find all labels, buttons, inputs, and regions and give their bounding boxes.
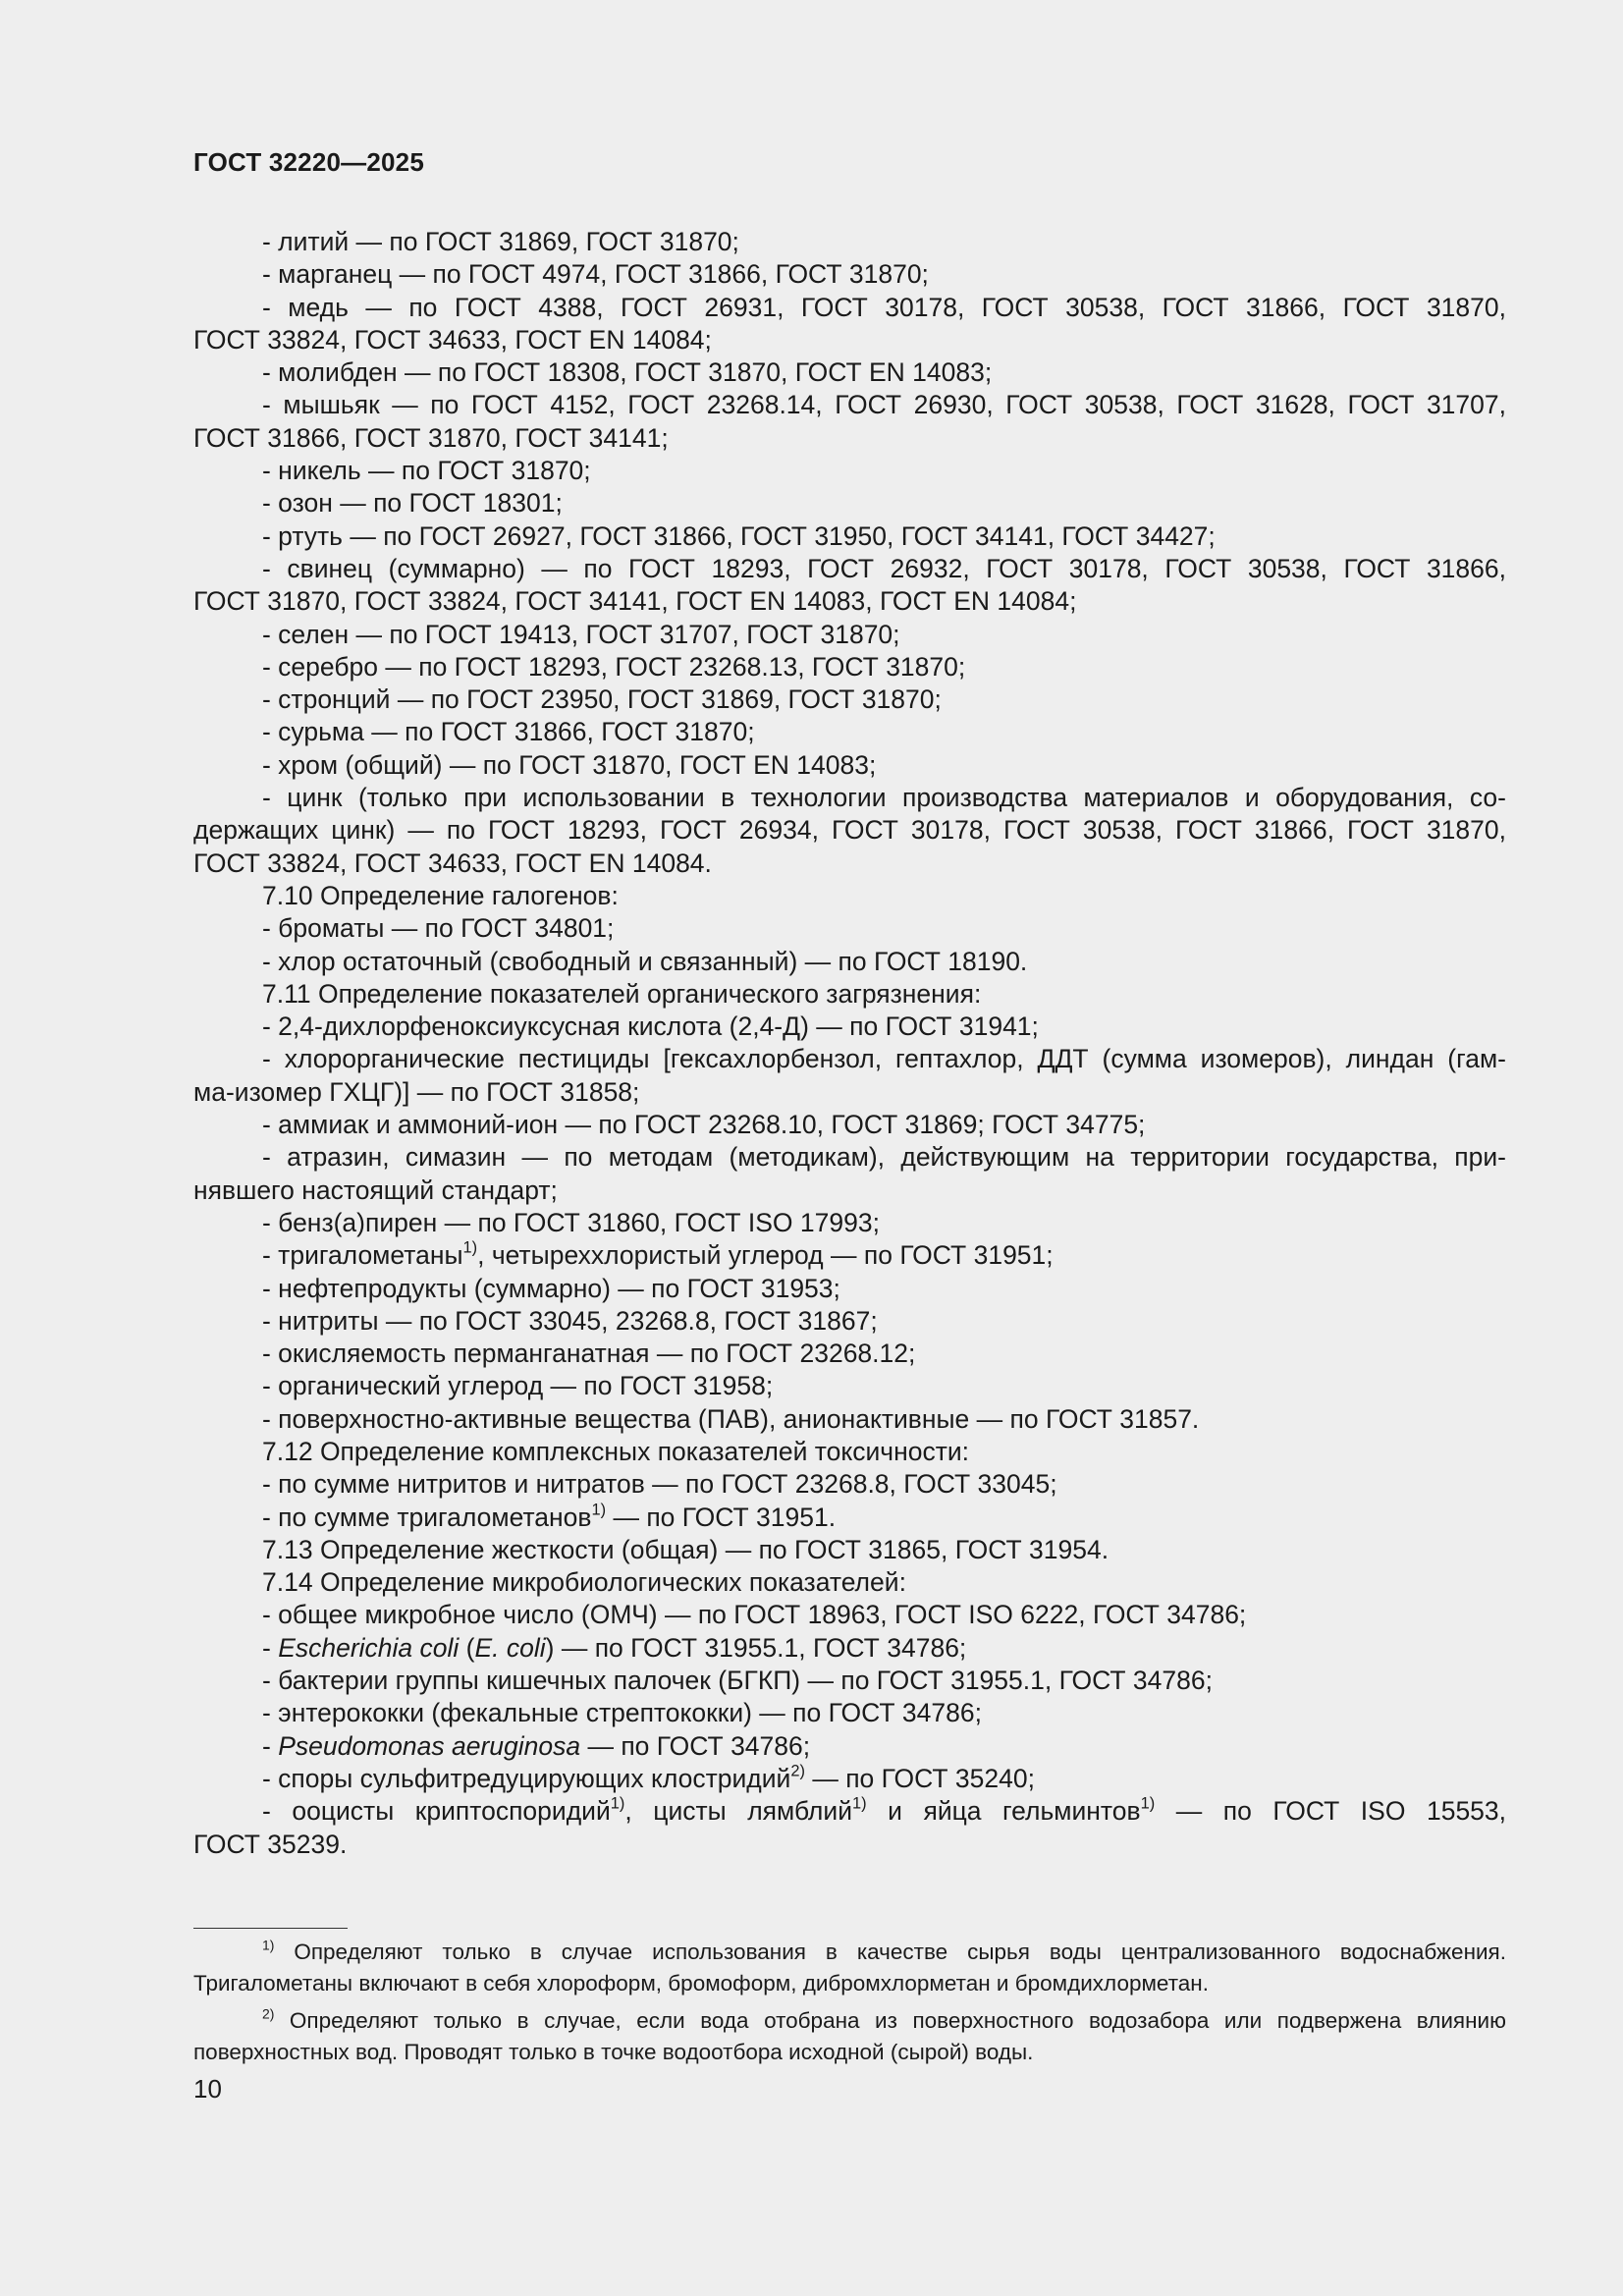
line-text: - серебро — по ГОСТ 18293, ГОСТ 23268.13, ГОСТ 31870; — [262, 651, 966, 682]
text-line — [193, 782, 1506, 814]
footnote-line — [193, 2005, 1506, 2037]
text-line — [193, 1829, 1506, 1861]
line-text: 7.13 Определение жесткости (общая) — по ГОСТ 31865, ГОСТ 31954. — [262, 1534, 1109, 1564]
line-text: — по ГОСТ 35240; — [804, 1763, 1035, 1793]
line-text: - общее микробное число (ОМЧ) — по ГОСТ 18963, ГОСТ ISO 6222, ГОСТ 34786; — [262, 1600, 1247, 1630]
text-line — [193, 1141, 1506, 1174]
line-text: нявшего настоящий стандарт; — [193, 1175, 558, 1205]
document-header: ГОСТ 32220—2025 — [193, 147, 424, 177]
text-line — [193, 1566, 1506, 1599]
text-line — [193, 1305, 1506, 1338]
text-line — [193, 1109, 1506, 1141]
line-text: - — [262, 1632, 279, 1663]
text-line — [193, 1175, 1506, 1207]
text-line — [193, 880, 1506, 912]
line-text: - бенз(а)пирен — по ГОСТ 31860, ГОСТ ISO 17993; — [262, 1207, 880, 1237]
text-line — [193, 978, 1506, 1011]
footnote-line — [193, 2037, 1506, 2068]
line-text: - атразин, симазин — по методам (методикам), действующим на территории государства, при- — [262, 1142, 1506, 1173]
italic-term: Escherichia coli — [278, 1632, 460, 1663]
text-line — [193, 1338, 1506, 1370]
line-text: - по сумме нитритов и нитратов — по ГОСТ 23268.8, ГОСТ 33045; — [262, 1469, 1057, 1500]
text-line — [193, 1011, 1506, 1043]
line-text: — по ГОСТ ISO 15553, — [1155, 1796, 1507, 1827]
text-line — [193, 1502, 1506, 1534]
text-line — [193, 1665, 1506, 1697]
line-text: - нефтепродукты (суммарно) — по ГОСТ 31953; — [262, 1273, 840, 1303]
text-line — [193, 1273, 1506, 1305]
text-line — [193, 1697, 1506, 1729]
footnote-line — [193, 1937, 1506, 1968]
text-line — [193, 1730, 1506, 1763]
footnote-text: Тригалометаны включают в себя хлороформ, бромоформ, дибромхлорметан и бромдихлорметан. — [193, 1971, 1209, 1995]
italic-term: Pseudomonas aeruginosa — [278, 1730, 581, 1761]
footnote-marker: 1) — [262, 1937, 275, 1953]
text-line — [193, 814, 1506, 847]
text-line — [193, 1207, 1506, 1239]
text-line — [193, 455, 1506, 487]
line-text: - поверхностно-активные вещества (ПАВ), анионактивные — по ГОСТ 31857. — [262, 1403, 1200, 1434]
line-text: - стронций — по ГОСТ 23950, ГОСТ 31869, ГОСТ 31870; — [262, 684, 942, 715]
line-text: ГОСТ 35239. — [193, 1829, 348, 1859]
text-line — [193, 1632, 1506, 1665]
text-line — [193, 946, 1506, 978]
text-line — [193, 292, 1506, 324]
line-text: ма-изомер ГХЦГ)] — по ГОСТ 31858; — [193, 1076, 640, 1107]
footnote-marker: 2) — [262, 2005, 275, 2022]
text-line — [193, 683, 1506, 716]
footnote-separator — [193, 1928, 348, 1929]
footnote-text: Определяют только в случае, если вода отобрана из поверхностного водозабора или подвержена влиянию — [274, 2008, 1506, 2033]
line-text: ГОСТ 31870, ГОСТ 33824, ГОСТ 34141, ГОСТ EN 14083, ГОСТ EN 14084; — [193, 586, 1077, 617]
line-text: , четыреххлористый углерод — по ГОСТ 31951; — [477, 1240, 1054, 1271]
line-text: - окисляемость перманганатная — по ГОСТ 23268.12; — [262, 1339, 916, 1369]
line-text: - хлор остаточный (свободный и связанный) — по ГОСТ 18190. — [262, 946, 1028, 976]
text-line — [193, 520, 1506, 553]
line-text: - ооцисты криптоспоридий — [262, 1796, 611, 1827]
line-text: - молибден — по ГОСТ 18308, ГОСТ 31870, ГОСТ EN 14083; — [262, 357, 993, 388]
text-line — [193, 619, 1506, 651]
footnotes — [193, 1937, 1506, 2068]
text-line — [193, 1370, 1506, 1402]
footnote-ref: 1) — [852, 1794, 867, 1813]
line-text: 7.11 Определение показателей органического загрязнения: — [262, 978, 982, 1009]
footnote-line — [193, 1968, 1506, 1999]
line-text: 7.10 Определение галогенов: — [262, 880, 619, 910]
line-text: ( — [459, 1632, 475, 1663]
line-text: - марганец — по ГОСТ 4974, ГОСТ 31866, ГОСТ 31870; — [262, 259, 929, 290]
text-line — [193, 1763, 1506, 1795]
line-text: держащих цинк) — по ГОСТ 18293, ГОСТ 26934, ГОСТ 30178, ГОСТ 30538, ГОСТ 31866, ГОСТ 31870, — [193, 815, 1506, 846]
text-line — [193, 226, 1506, 258]
line-text: - цинк (только при использовании в технологии производства материалов и оборудования, со- — [262, 783, 1506, 813]
footnote-text: поверхностных вод. Проводят только в точке водоотбора исходной (сырой) воды. — [193, 2040, 1034, 2064]
line-text: - органический углерод — по ГОСТ 31958; — [262, 1371, 774, 1401]
text-line — [193, 258, 1506, 291]
line-text: - энтерококки (фекальные стрептококки) — по ГОСТ 34786; — [262, 1698, 982, 1728]
line-text: - селен — по ГОСТ 19413, ГОСТ 31707, ГОСТ 31870; — [262, 619, 900, 649]
line-text: и яйца гельминтов — [866, 1796, 1141, 1827]
footnote-ref: 1) — [1140, 1794, 1156, 1813]
line-text: - по сумме тригалометанов — [262, 1502, 592, 1532]
line-text: — по ГОСТ 34786; — [580, 1730, 811, 1761]
text-line — [193, 716, 1506, 748]
page-number: 10 — [193, 2074, 222, 2104]
line-text: - хлорорганические пестициды [гексахлорбензол, гептахлор, ДДТ (сумма изомеров), линдан (гам- — [262, 1044, 1506, 1074]
footnote-ref: 2) — [790, 1762, 805, 1780]
footnote-text: Определяют только в случае использования в качестве сырья воды централизованного водоснабжения. — [274, 1940, 1506, 1964]
text-line — [193, 1795, 1506, 1828]
line-text: - свинец (суммарно) — по ГОСТ 18293, ГОСТ 26932, ГОСТ 30178, ГОСТ 30538, ГОСТ 31866, — [262, 553, 1506, 583]
line-text: , цисты лямблий — [624, 1796, 853, 1827]
line-text: - 2,4-дихлорфеноксиуксусная кислота (2,4-Д) — по ГОСТ 31941; — [262, 1011, 1039, 1042]
line-text: - тригалометаны — [262, 1240, 463, 1271]
text-line — [193, 389, 1506, 421]
text-line — [193, 585, 1506, 618]
line-text: - ртуть — по ГОСТ 26927, ГОСТ 31866, ГОСТ 31950, ГОСТ 34141, ГОСТ 34427; — [262, 520, 1216, 551]
text-line — [193, 1043, 1506, 1075]
line-text: - медь — по ГОСТ 4388, ГОСТ 26931, ГОСТ 30178, ГОСТ 30538, ГОСТ 31866, ГОСТ 31870, — [262, 292, 1506, 322]
line-text: - — [262, 1730, 279, 1761]
line-text: - никель — по ГОСТ 31870; — [262, 456, 591, 486]
line-text: ГОСТ 33824, ГОСТ 34633, ГОСТ EN 14084; — [193, 324, 712, 355]
text-line — [193, 749, 1506, 782]
text-line — [193, 1599, 1506, 1631]
text-line — [193, 1076, 1506, 1109]
body-text — [193, 226, 1506, 1861]
line-text: 7.14 Определение микробиологических показателей: — [262, 1567, 906, 1598]
line-text: - нитриты — по ГОСТ 33045, 23268.8, ГОСТ 31867; — [262, 1305, 878, 1336]
line-text: - броматы — по ГОСТ 34801; — [262, 913, 615, 944]
line-text: - литий — по ГОСТ 31869, ГОСТ 31870; — [262, 227, 739, 256]
text-line — [193, 487, 1506, 519]
footnote-ref: 1) — [462, 1238, 478, 1257]
text-line — [193, 651, 1506, 683]
text-line — [193, 356, 1506, 389]
text-line — [193, 422, 1506, 455]
footnote-ref: 1) — [610, 1794, 625, 1813]
line-text: - споры сульфитредуцирующих клостридий — [262, 1763, 791, 1793]
text-line — [193, 1534, 1506, 1566]
footnote-ref: 1) — [591, 1501, 607, 1519]
text-line — [193, 553, 1506, 585]
italic-term: E. coli — [474, 1632, 546, 1663]
line-text: - хром (общий) — по ГОСТ 31870, ГОСТ EN 14083; — [262, 749, 877, 780]
text-line — [193, 324, 1506, 356]
line-text: - сурьма — по ГОСТ 31866, ГОСТ 31870; — [262, 717, 755, 747]
text-line — [193, 847, 1506, 880]
text-line — [193, 1403, 1506, 1436]
line-text: - бактерии группы кишечных палочек (БГКП) — по ГОСТ 31955.1, ГОСТ 34786; — [262, 1666, 1213, 1696]
line-text: 7.12 Определение комплексных показателей токсичности: — [262, 1436, 970, 1466]
line-text: ГОСТ 33824, ГОСТ 34633, ГОСТ EN 14084. — [193, 847, 712, 878]
line-text: ) — по ГОСТ 31955.1, ГОСТ 34786; — [545, 1632, 967, 1663]
text-line — [193, 1239, 1506, 1272]
line-text: - аммиак и аммоний-ион — по ГОСТ 23268.10, ГОСТ 31869; ГОСТ 34775; — [262, 1110, 1146, 1140]
text-line — [193, 1436, 1506, 1468]
line-text: — по ГОСТ 31951. — [606, 1502, 837, 1532]
line-text: ГОСТ 31866, ГОСТ 31870, ГОСТ 34141; — [193, 422, 669, 453]
text-line — [193, 912, 1506, 945]
line-text: - озон — по ГОСТ 18301; — [262, 488, 563, 519]
line-text: - мышьяк — по ГОСТ 4152, ГОСТ 23268.14, ГОСТ 26930, ГОСТ 30538, ГОСТ 31628, ГОСТ 31707, — [262, 390, 1506, 420]
text-line — [193, 1468, 1506, 1501]
